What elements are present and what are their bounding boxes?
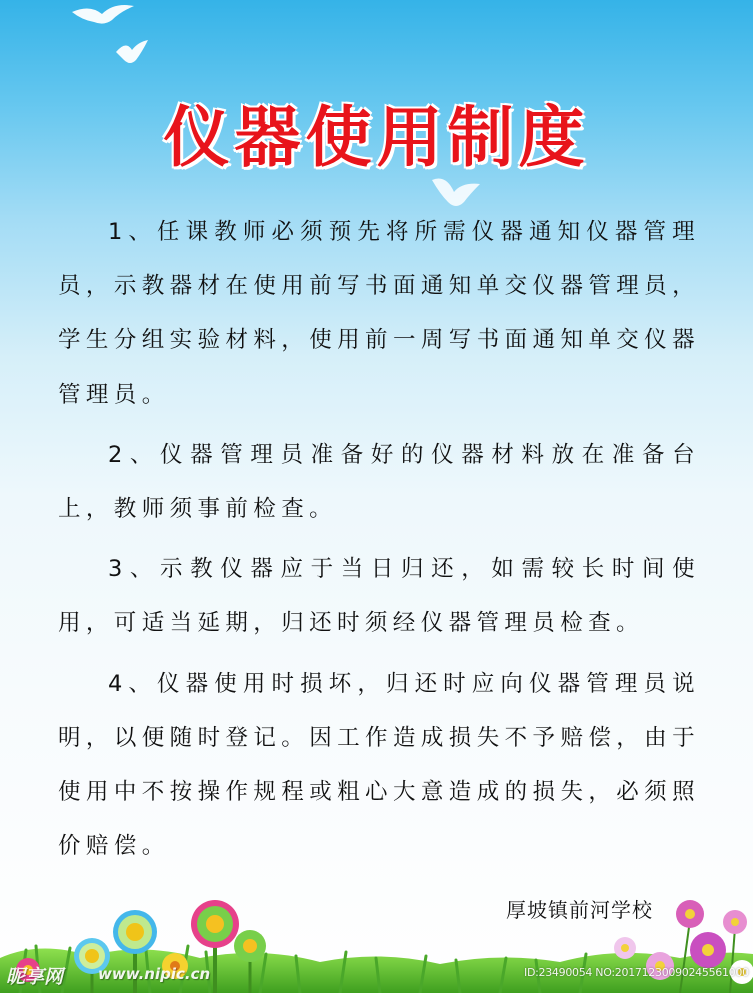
- dove-icon: [114, 38, 150, 68]
- rule-paragraph: 4、仪器使用时损坏，归还时应向仪器管理员说明，以便随时登记。因工作造成损失不予赔偿，由于使用中不按操作规程或粗心大意造成的损失，必须照价赔偿。: [58, 670, 700, 860]
- rule-paragraph: 3、示教仪器应于当日归还，如需较长时间使用，可适当延期，归还时须经仪器管理员检查。: [58, 556, 700, 637]
- watermark-id: ID:23490054 NO:20171230090245561000: [524, 966, 749, 979]
- rule-paragraph: 2、仪器管理员准备好的仪器材料放在准备台上，教师须事前检查。: [58, 441, 700, 523]
- watermark-url: www.nipic.cn: [98, 965, 211, 983]
- school-signature: 厚坡镇前河学校: [506, 898, 653, 922]
- watermark-logo: 昵享网: [6, 966, 64, 988]
- rules-body: [58, 205, 700, 879]
- page-title: 仪器使用制度: [163, 98, 590, 176]
- rule-paragraph: 1、任课教师必须预先将所需仪器通知仪器管理员，示教器材在使用前写书面通知单交仪器管理员，学生分组实验材料，使用前一周写书面通知单交仪器管理员。: [58, 219, 700, 408]
- dove-icon: [68, 0, 138, 30]
